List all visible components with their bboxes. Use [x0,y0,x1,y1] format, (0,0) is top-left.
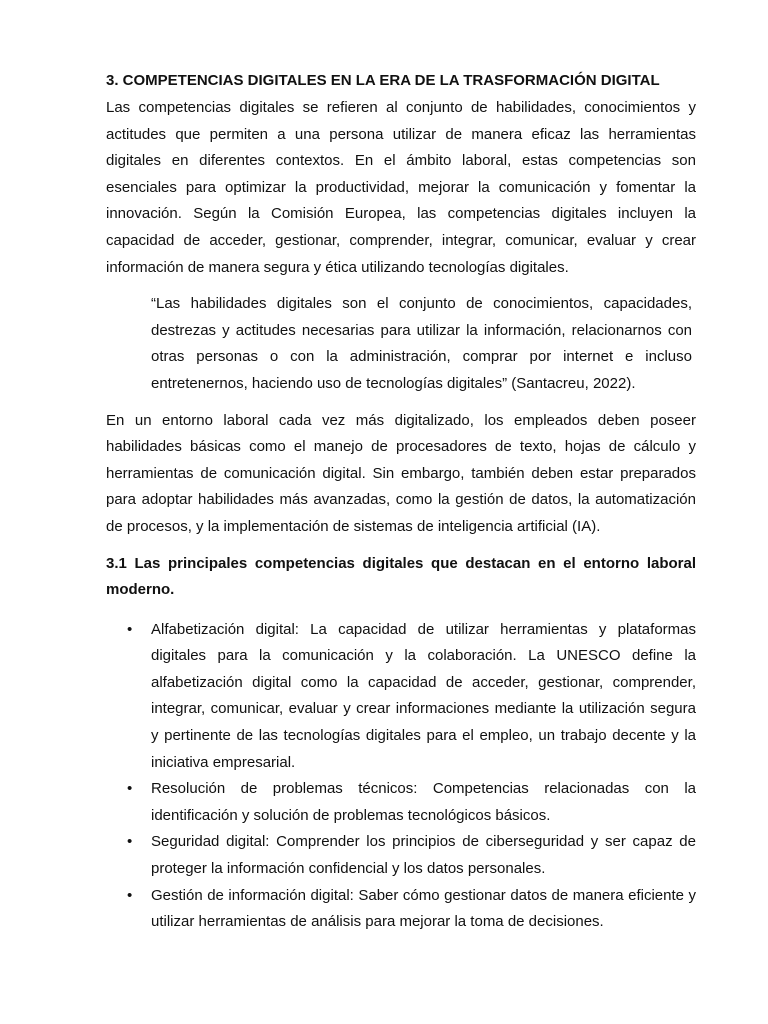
bullet-icon: • [127,780,133,798]
bullet-icon: • [127,833,133,851]
list-item [106,829,696,882]
list-item [106,617,696,777]
intro-paragraph: Las competencias digitales se refieren al conjunto de habilidades, conocimientos y actitudes que permiten a una persona utilizar de manera eficaz las herramientas digitales en diferentes contextos. En el ámbito laboral, estas competencias son esenciales para optimizar la productividad, mejorar la comunicación y fomentar la innovación. Según la Comisión Europea, las competencias digitales incluyen la capacidad de acceder, gestionar, comprender, integrar, comunicar, evaluar y crear información de manera segura y ética utilizando tecnologías digitales. [106,99,696,276]
document-page [106,70,696,936]
bullet-icon: • [127,886,133,904]
block-quote: “Las habilidades digitales son el conjunto de conocimientos, capacidades, destrezas y actitudes necesarias para utilizar la información, relacionarnos con otras personas o con la administración, comprar por internet e incluso entretenernos, haciendo uso de tecnologías digitales” (Santacreu, 2022). [151,295,692,392]
workplace-paragraph: En un entorno laboral cada vez más digitalizado, los empleados deben poseer habilidades básicas como el manejo de procesadores de texto, hojas de cálculo y herramientas de comunicación digital. Sin embargo, también deben estar preparados para adoptar habilidades más avanzadas, como la gestión de datos, la automatización de procesos, y la implementación de sistemas de inteligencia artificial (IA). [106,411,696,535]
list-item-text: Seguridad digital: Comprender los principios de ciberseguridad y ser capaz de proteger la información confidencial y los datos personales. [151,833,696,878]
list-item [106,776,696,829]
list-item-text: Resolución de problemas técnicos: Competencias relacionadas con la identificación y solución de problemas tecnológicos básicos. [151,780,696,824]
section-heading: 3. COMPETENCIAS DIGITALES EN LA ERA DE LA TRASFORMACIÓN DIGITAL [106,72,660,89]
bullet-icon: • [127,620,133,638]
list-item [106,883,696,936]
competencies-list [106,617,696,936]
list-item-text: Alfabetización digital: La capacidad de utilizar herramientas y plataformas digitales para la comunicación y la colaboración. La UNESCO define la alfabetización digital como la capacidad de acceder, gestionar, comprender, integrar, comunicar, evaluar y crear informaciones mediante la utilización segura y pertinente de las tecnologías digitales para el empleo, un trabajo decente y la iniciativa empresarial. [151,620,696,771]
subsection-heading: 3.1 Las principales competencias digitales que destacan en el entorno laboral moderno. [106,554,696,599]
list-item-text: Gestión de información digital: Saber cómo gestionar datos de manera eficiente y utilizar herramientas de análisis para mejorar la toma de decisiones. [151,886,696,931]
